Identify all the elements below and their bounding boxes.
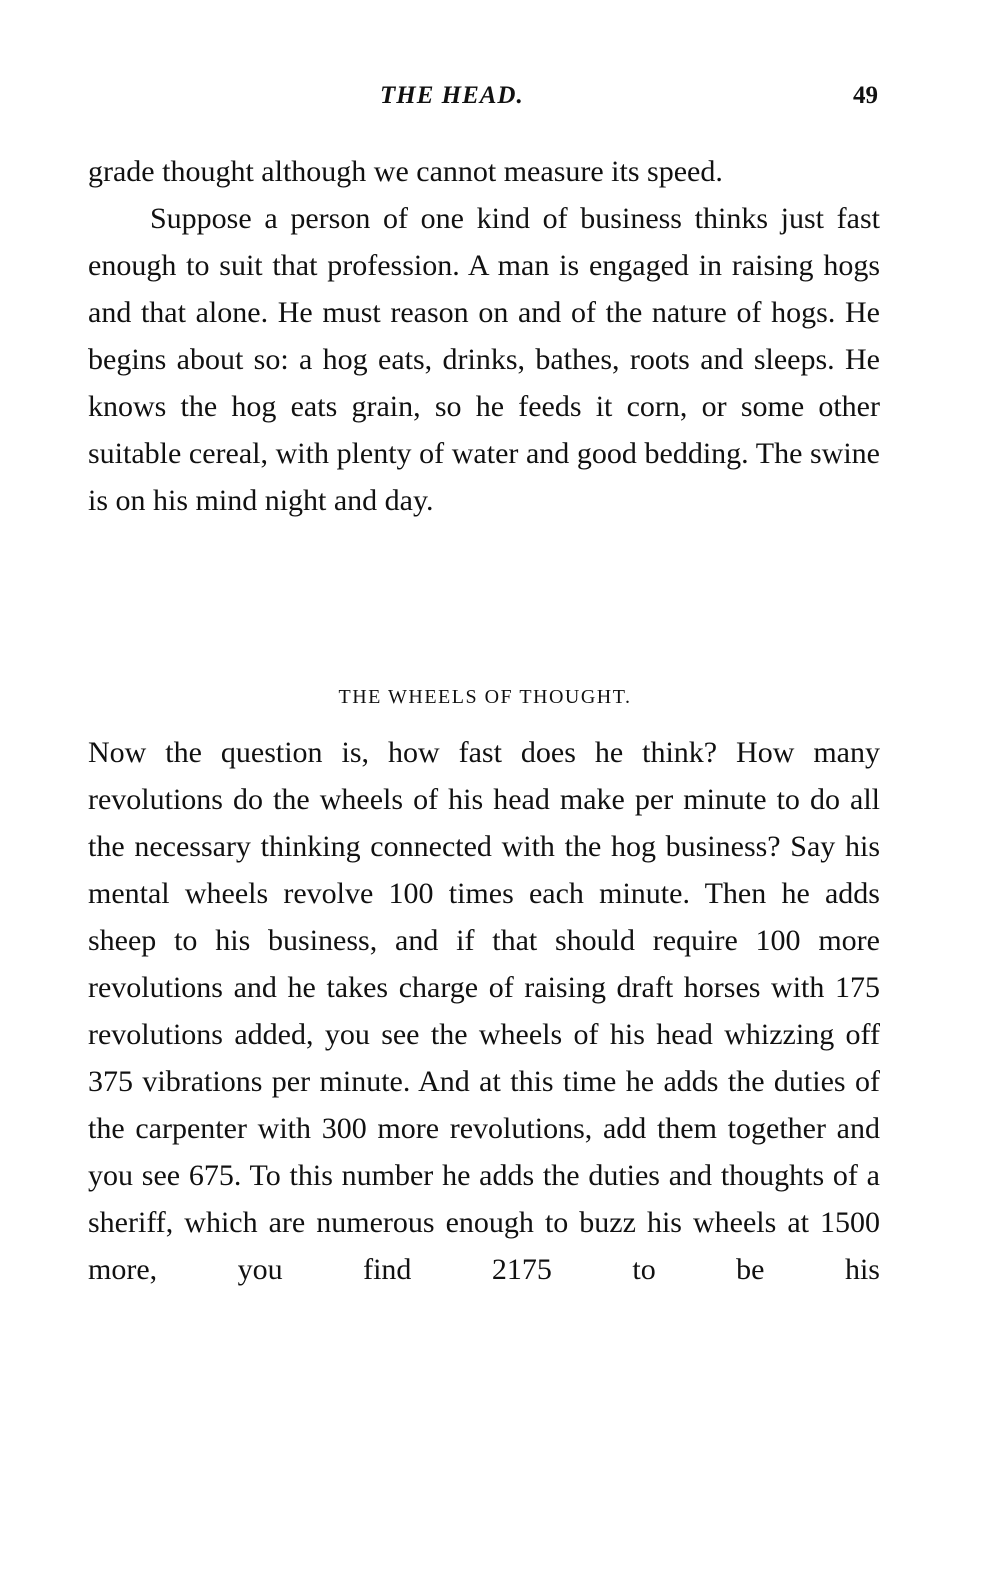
- paragraph-2: Suppose a person of one kind of business thinks just fast enough to suit that profession. A man is engaged in raising hogs and that alone. He must reason on and of the nature of hogs. He begins about so: a hog eats, drinks, bathes, roots and sleeps. He knows the hog eats grain, so he feeds it corn, or some other suitable cereal, with plenty of water and good bedding. The swine is on his mind night and day.: [88, 202, 880, 517]
- page-number: 49: [853, 82, 878, 109]
- body-text-top: [88, 148, 880, 524]
- body-text-bottom: [88, 729, 880, 1293]
- paragraph-1: grade thought although we cannot measure its speed.: [88, 155, 723, 188]
- running-title: THE HEAD.: [380, 82, 524, 109]
- running-header: [88, 82, 878, 122]
- section-heading: THE WHEELS OF THOUGHT.: [338, 686, 632, 708]
- paragraph-3: Now the question is, how fast does he think? How many revolutions do the wheels of his head make per minute to do all the necessary thinking connected with the hog business? Say his mental wheels revolve 100 times each minute. Then he adds sheep to his business, and if that should require 100 more revolutions and he takes charge of raising draft horses with 175 revolutions added, you see the wheels of his head whizzing off 375 vibrations per minute. And at this time he adds the duties of the carpenter with 300 more revolutions, add them together and you see 675. To this number he adds the duties and thoughts of a sheriff, which are numerous enough to buzz his wheels at 1500 more, you find 2175 to be his: [88, 736, 880, 1286]
